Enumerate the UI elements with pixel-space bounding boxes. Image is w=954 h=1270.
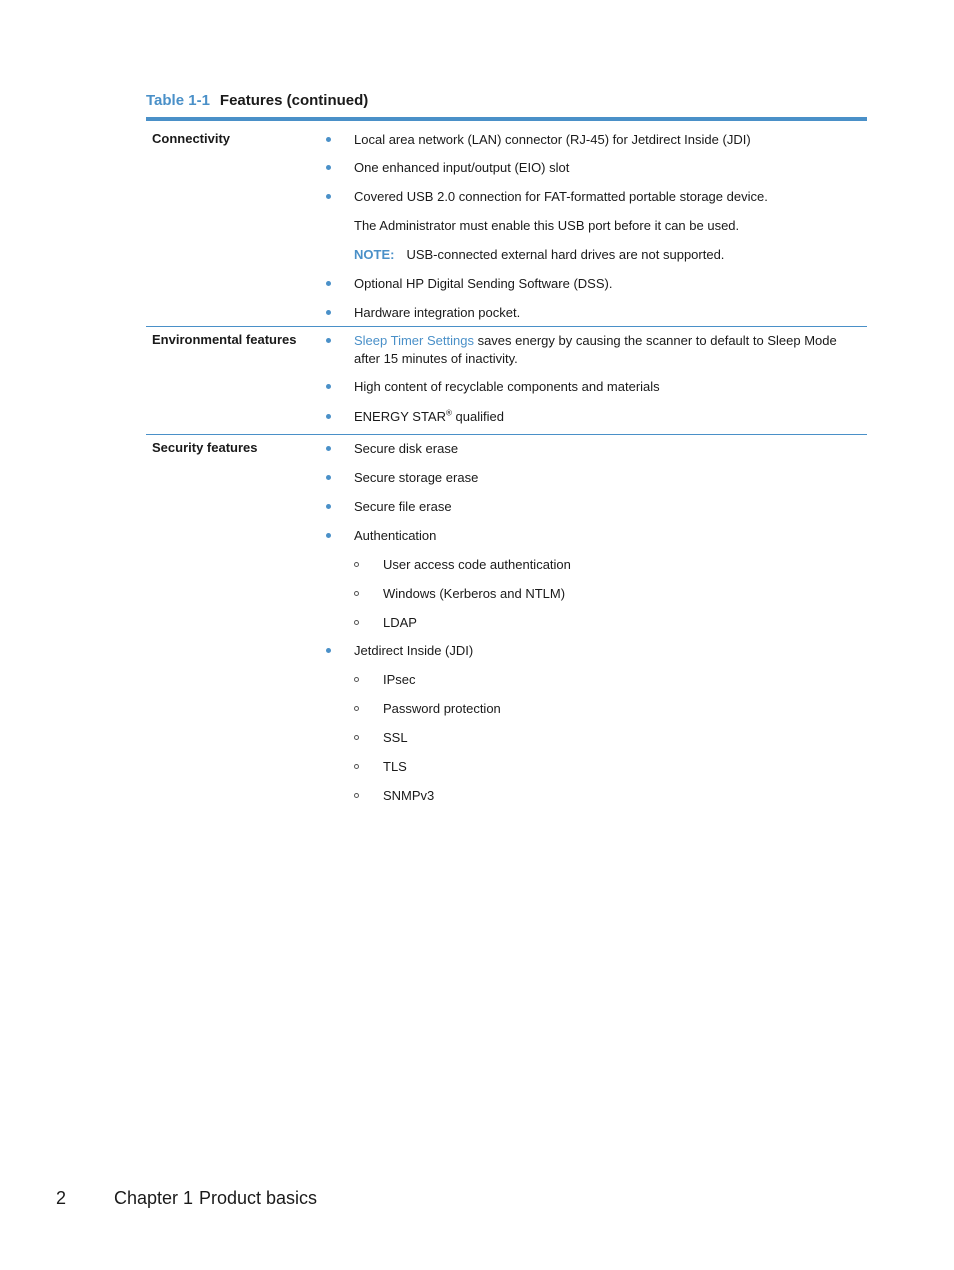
list-item: High content of recyclable components and materials [354, 379, 660, 394]
sub-list-item: User access code authentication [383, 557, 571, 572]
sleep-timer-settings-link[interactable]: Sleep Timer Settings [354, 333, 474, 348]
list-item: Local area network (LAN) connector (RJ-45) for Jetdirect Inside (JDI) [354, 132, 751, 147]
energy-star-text: ENERGY STAR [354, 409, 446, 424]
sub-bullet-icon [354, 793, 359, 798]
bullet-icon [326, 310, 331, 315]
registered-mark: ® [445, 408, 452, 418]
bullet-icon [326, 338, 331, 343]
row-label-security: Security features [152, 440, 258, 455]
list-item: One enhanced input/output (EIO) slot [354, 160, 570, 175]
table-number: Table 1-1 [146, 92, 210, 109]
bullet-icon [326, 533, 331, 538]
list-item: Covered USB 2.0 connection for FAT-formatted portable storage device. [354, 189, 768, 204]
list-item: Authentication [354, 528, 437, 543]
sub-list-item: Windows (Kerberos and NTLM) [383, 586, 566, 601]
bullet-icon [326, 475, 331, 480]
bullet-icon [326, 414, 331, 419]
list-item: Secure file erase [354, 499, 452, 514]
table-row-connectivity [146, 121, 867, 327]
list-item: Optional HP Digital Sending Software (DSS). [354, 276, 613, 291]
sub-bullet-icon [354, 591, 359, 596]
list-item-sleep-timer [354, 332, 854, 368]
note-label: NOTE: [354, 247, 395, 262]
sub-list-item: SNMPv3 [383, 788, 435, 803]
sub-list-item: LDAP [383, 615, 417, 630]
sub-list-item: Password protection [383, 701, 501, 716]
sub-bullet-icon [354, 706, 359, 711]
features-table [146, 117, 867, 815]
usb-admin-text: The Administrator must enable this USB port before it can be used. [354, 218, 740, 233]
row-label-environmental: Environmental features [152, 332, 297, 347]
table-row-security [146, 435, 867, 815]
bullet-icon [326, 165, 331, 170]
bullet-icon [326, 446, 331, 451]
bullet-icon [326, 648, 331, 653]
bullet-icon [326, 504, 331, 509]
table-row-environmental [146, 327, 867, 435]
table-title: Features (continued) [219, 92, 369, 109]
footer-chapter-title: Product basics [199, 1188, 318, 1208]
list-item: Secure storage erase [354, 470, 479, 485]
list-item: Hardware integration pocket. [354, 305, 521, 320]
list-item: Secure disk erase [354, 441, 459, 456]
table-caption [146, 92, 368, 109]
page-number: 2 [56, 1188, 67, 1208]
list-item-energy-star [354, 408, 504, 426]
sub-bullet-icon [354, 764, 359, 769]
sub-list-item: TLS [383, 759, 407, 774]
sub-bullet-icon [354, 620, 359, 625]
list-item: Jetdirect Inside (JDI) [354, 643, 474, 658]
bullet-icon [326, 384, 331, 389]
sub-bullet-icon [354, 562, 359, 567]
bullet-icon [326, 281, 331, 286]
sub-list-item: IPsec [383, 672, 416, 687]
footer-chapter: Chapter 1 [114, 1188, 194, 1208]
bullet-icon [326, 194, 331, 199]
sub-bullet-icon [354, 735, 359, 740]
energy-star-suffix: qualified [451, 409, 504, 424]
note-text: USB-connected external hard drives are not supported. [406, 247, 725, 262]
note [354, 246, 724, 264]
sub-list-item: SSL [383, 730, 408, 745]
row-label-connectivity: Connectivity [152, 131, 231, 146]
sleep-timer-text: saves energy by causing the scanner to default to Sleep Mode after 15 minutes of inactivity. [354, 333, 837, 366]
sub-bullet-icon [354, 677, 359, 682]
bullet-icon [326, 137, 331, 142]
